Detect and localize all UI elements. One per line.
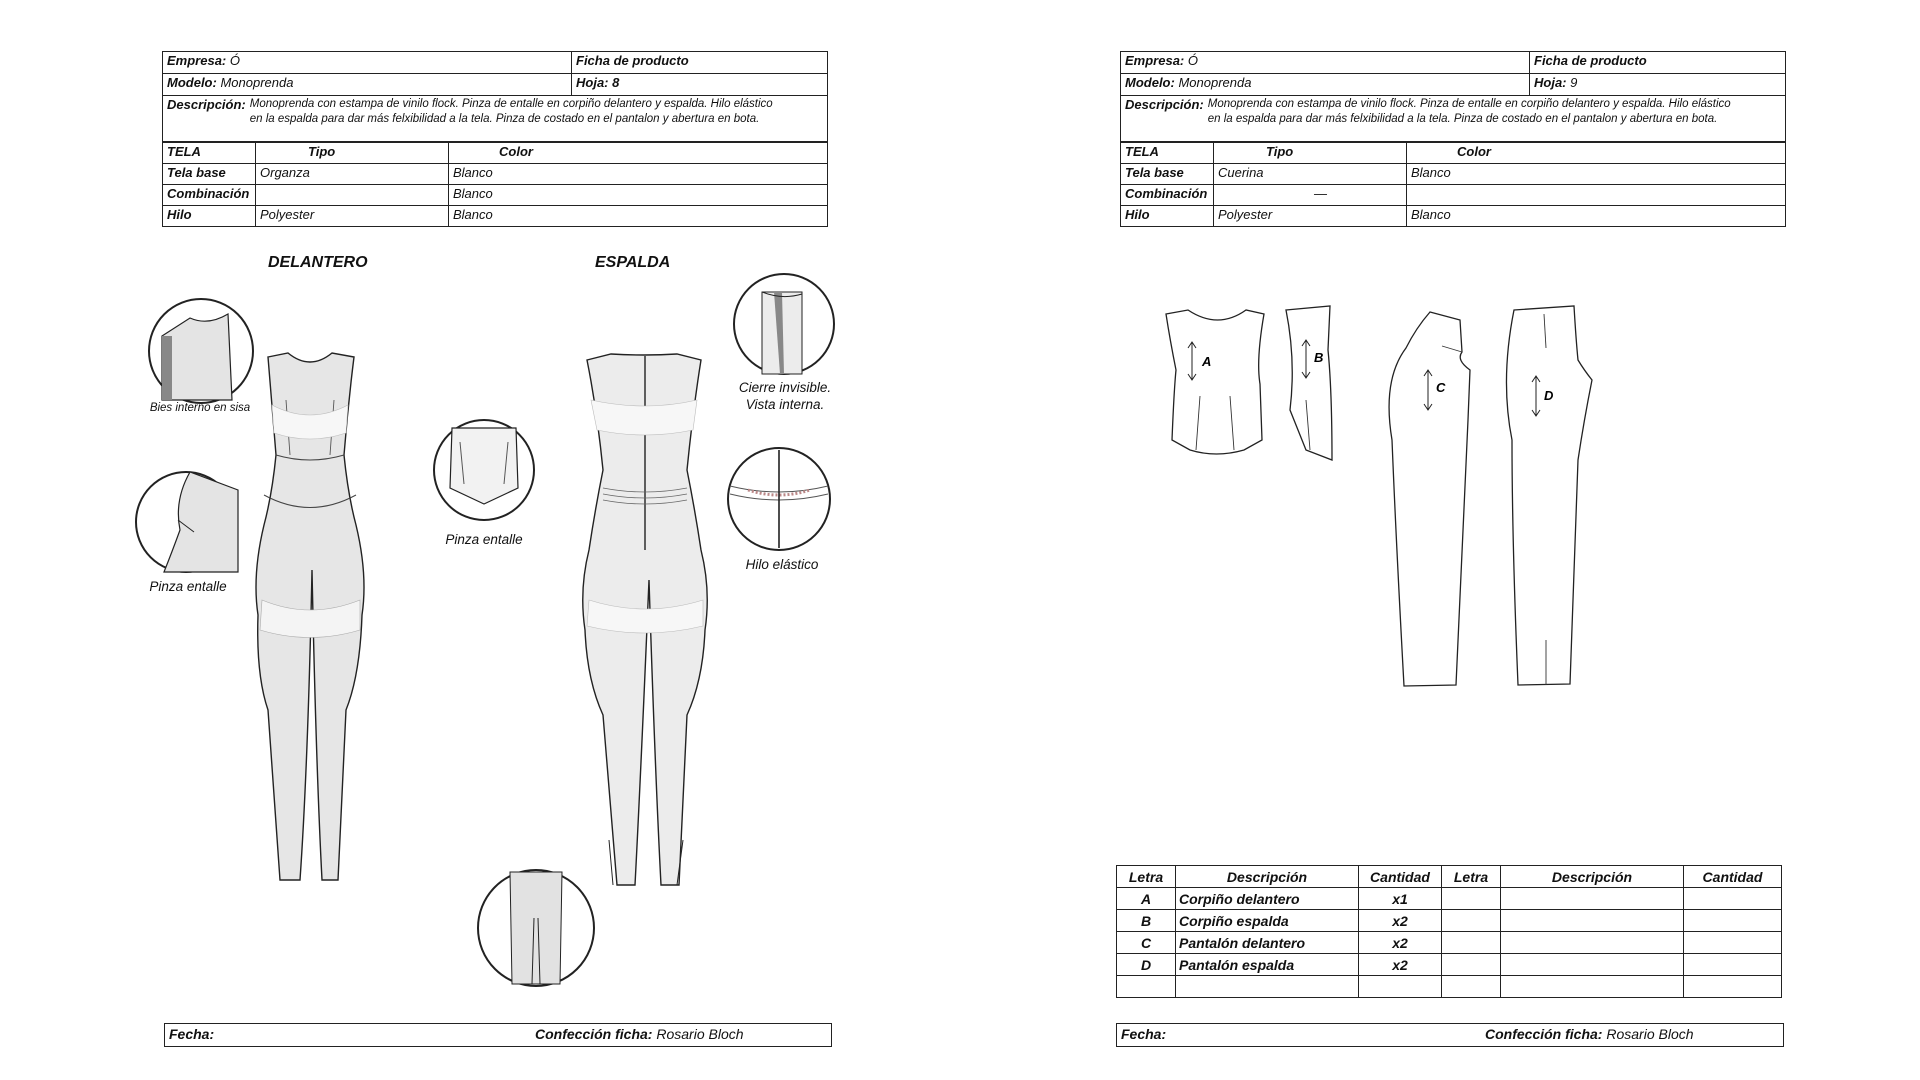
fabric-row-name: Hilo	[1125, 207, 1150, 222]
footer-author-label: Confección ficha:	[1485, 1026, 1603, 1042]
product-header-table	[1120, 51, 1786, 142]
fabric-row-type: —	[1214, 185, 1407, 206]
fabric-row-type: Cuerina	[1214, 164, 1407, 185]
fabric-table	[162, 142, 828, 227]
fabric-row-name: Hilo	[167, 207, 192, 222]
fabric-row-color: Blanco	[1407, 164, 1786, 185]
front-view-title: DELANTERO	[268, 254, 368, 271]
description-line-1: Monoprenda con estampa de vinilo flock. Pinza de entalle en corpiño delantero y espalda. Hilo elástico	[249, 98, 773, 110]
fabric-row-type: Polyester	[1214, 206, 1407, 227]
fabric-header-tela: TELA	[1125, 144, 1159, 159]
piece-quantity: x2	[1359, 910, 1442, 932]
piece-label-b: B	[1314, 350, 1324, 365]
fabric-row-color: Blanco	[449, 185, 828, 206]
piece-label-c: C	[1436, 380, 1446, 395]
footer-bar	[1116, 1023, 1784, 1047]
description-line-1: Monoprenda con estampa de vinilo flock. Pinza de entalle en corpiño delantero y espalda. Hilo elástico	[1207, 98, 1731, 110]
model-label: Modelo:	[167, 75, 217, 90]
footer-date-label: Fecha:	[1121, 1026, 1167, 1042]
sheet-page-9	[960, 0, 1920, 1080]
invisible-zipper-detail	[732, 272, 836, 376]
description-line-2: en la espalda para dar más felxibilidad a la tela. Pinza de costado en el pantalon y abertura en bota.	[249, 113, 760, 125]
footer-author-name: Rosario Bloch	[1606, 1026, 1694, 1042]
piece-quantity: x2	[1359, 954, 1442, 976]
fabric-row-type: Organza	[256, 164, 449, 185]
piece-letter: B	[1117, 910, 1176, 932]
pattern-pieces	[1160, 300, 1700, 700]
pieces-row	[1117, 910, 1782, 932]
leg-opening-detail	[476, 868, 596, 988]
piece-description: Pantalón delantero	[1176, 932, 1359, 954]
piece-letter: D	[1117, 954, 1176, 976]
pieces-header-quantity-2: Cantidad	[1684, 866, 1782, 888]
page-value: 9	[1570, 75, 1578, 90]
footer-author-label: Confección ficha:	[535, 1026, 653, 1042]
back-jumpsuit-illustration	[575, 350, 715, 890]
footer-bar	[164, 1023, 832, 1047]
pieces-header-description-2: Descripción	[1501, 866, 1684, 888]
armhole-bias-detail	[146, 296, 256, 406]
fabric-row-name: Combinación	[167, 186, 250, 201]
caption-dart-center: Pinza entalle	[445, 532, 523, 547]
caption-dart-left: Pinza entalle	[149, 579, 227, 594]
fabric-row-color: Blanco	[1407, 206, 1786, 227]
fabric-row-type	[256, 185, 449, 206]
fabric-table	[1120, 142, 1786, 227]
company-label: Empresa:	[1125, 53, 1185, 68]
caption-elastic: Hilo elástico	[745, 557, 819, 572]
caption-zipper-line-1: Cierre invisible.	[738, 380, 832, 395]
front-jumpsuit-illustration	[250, 345, 370, 885]
page-number: Hoja: 8	[576, 75, 620, 90]
description-label: Descripción:	[1125, 97, 1204, 112]
pieces-header-letter-2: Letra	[1442, 866, 1501, 888]
pieces-row	[1117, 932, 1782, 954]
fabric-header-color: Color	[1457, 144, 1491, 159]
fabric-row-color	[1407, 185, 1786, 206]
pieces-header-description: Descripción	[1176, 866, 1359, 888]
pieces-table	[1116, 865, 1782, 998]
pattern-piece-front-trouser	[1389, 312, 1470, 686]
pattern-piece-back-trouser	[1506, 306, 1592, 685]
company-value: Ó	[1187, 53, 1198, 68]
back-view-title: ESPALDA	[595, 254, 671, 271]
pattern-piece-front-bodice	[1166, 310, 1264, 454]
caption-zipper-line-2: Vista interna.	[745, 397, 825, 412]
model-value: Monoprenda	[220, 75, 294, 90]
fabric-header-color: Color	[499, 144, 533, 159]
fabric-row-color: Blanco	[449, 206, 828, 227]
caption-bias: Bies interno en sisa	[149, 402, 251, 414]
description-line-2: en la espalda para dar más felxibilidad a la tela. Pinza de costado en el pantalon y abertura en bota.	[1207, 113, 1718, 125]
fabric-header-tipo: Tipo	[1266, 144, 1294, 159]
piece-quantity: x2	[1359, 932, 1442, 954]
footer-date-label: Fecha:	[169, 1026, 215, 1042]
piece-letter: A	[1117, 888, 1176, 910]
pieces-row	[1117, 888, 1782, 910]
piece-description: Pantalón espalda	[1176, 954, 1359, 976]
model-label: Modelo:	[1125, 75, 1175, 90]
piece-letter: C	[1117, 932, 1176, 954]
sheet-title: Ficha de producto	[1534, 53, 1647, 68]
company-value: Ó	[229, 53, 240, 68]
piece-label-a: A	[1202, 354, 1212, 369]
page-label: Hoja:	[1534, 75, 1567, 90]
fabric-row-name: Tela base	[167, 165, 226, 180]
piece-description: Corpiño delantero	[1176, 888, 1359, 910]
piece-label-d: D	[1544, 388, 1554, 403]
description-label: Descripción:	[167, 97, 246, 112]
piece-description: Corpiño espalda	[1176, 910, 1359, 932]
caption-zipper	[720, 379, 850, 413]
fabric-row-color: Blanco	[449, 164, 828, 185]
fabric-header-tela: TELA	[167, 144, 201, 159]
fabric-header-tipo: Tipo	[308, 144, 336, 159]
left-dart-detail	[134, 470, 238, 574]
pieces-row	[1117, 954, 1782, 976]
fabric-row-type: Polyester	[256, 206, 449, 227]
pieces-header-letter: Letra	[1117, 866, 1176, 888]
fabric-row-name: Tela base	[1125, 165, 1184, 180]
piece-quantity: x1	[1359, 888, 1442, 910]
fabric-row-name: Combinación	[1125, 186, 1208, 201]
model-value: Monoprenda	[1178, 75, 1252, 90]
product-header-table	[162, 51, 828, 142]
company-label: Empresa:	[167, 53, 227, 68]
center-dart-detail	[432, 418, 536, 522]
sheet-title: Ficha de producto	[576, 53, 689, 68]
elastic-thread-detail	[726, 446, 832, 552]
pattern-piece-back-bodice	[1286, 306, 1332, 460]
pieces-header-quantity: Cantidad	[1359, 866, 1442, 888]
footer-author-name: Rosario Bloch	[656, 1026, 744, 1042]
pieces-row-empty	[1117, 976, 1782, 998]
